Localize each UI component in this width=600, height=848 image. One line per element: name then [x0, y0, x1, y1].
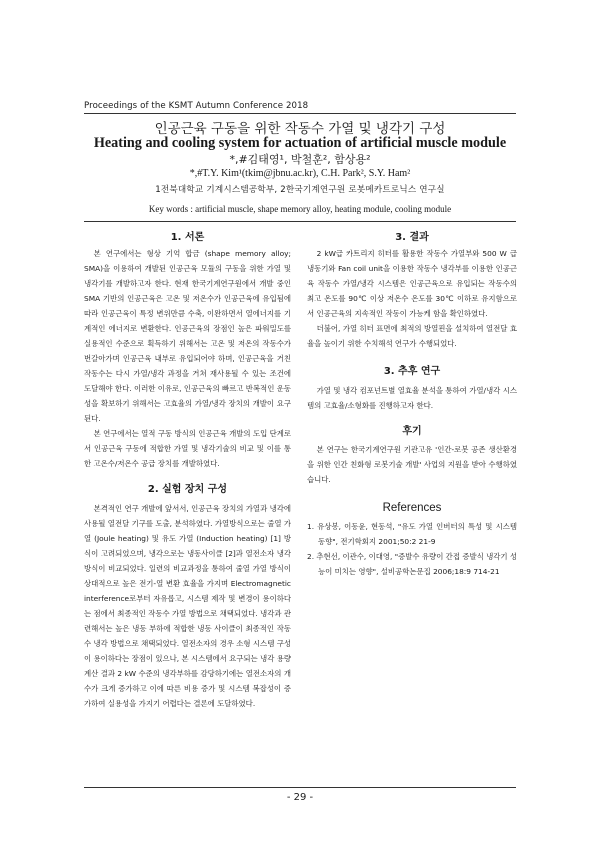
authors-korean: *,#김태영¹, 박철훈², 함상용² — [229, 153, 371, 166]
left-column — [84, 226, 291, 711]
intro-paragraph-1: 본 연구에서는 형상 기억 합금 (shape memory alloy; SMA)을 이용하여 개발된 인공근육 모듈의 구동을 위한 가열 및 냉각기를 개발하고자 한다. 현재 한국기계연구원에서 개발 중인 SMA 기반의 인공근육은 고온 및 저온수가 인공근육에 유입됨에 따라 인공근육이 특정 변위만큼 수축, 이완하면서 열에너지를 기계적인 에너지로 변환한다. 인공근육의 장점인 높은 파워밀도를 실용적인 수준으로 획득하기 위해서는 고온 및 저온의 작동수가 번갈아가며 인공근육 내부로 유입되어야 하며, 인공근육을 거친 작동수는 다시 가열/냉각 과정을 거쳐 재사용될 수 있는 조건에 도달해야 한다. 이러한 이유로, 인공근육의 빠르고 반복적인 운동성을 확보하기 위해서는 고효율의 가열/냉각 장치의 개발이 요구된다. — [84, 249, 291, 423]
header-rule — [84, 113, 516, 114]
section-heading-ack: 후기 — [402, 426, 422, 437]
reference-item-1: 1. 유상봉, 이동윤, 현동석, "유도 가열 인버터의 특성 및 시스템 동향", 전기학회지 2001;50:2 21-9 — [307, 522, 517, 546]
authors-english: *,#T.Y. Kim¹(tkim@jbnu.ac.kr), C.H. Park², S.Y. Ham² — [189, 168, 411, 179]
keywords-rule — [84, 221, 516, 222]
title-english: Heating and cooling system for actuation of artificial muscle module — [93, 135, 507, 151]
keywords: Key words : artificial muscle, shape memory alloy, heating module, cooling module — [148, 204, 452, 214]
intro-paragraph-2: 본 연구에서는 열적 구동 방식의 인공근육 개발의 도입 단계로서 인공근육 구동에 적합한 가열 및 냉각기술의 비교 및 이를 통한 고온수/저온수 공급 장치를 개발하였다. — [84, 429, 291, 468]
section-heading-results: 3. 결과 — [395, 232, 429, 243]
section-heading-future: 3. 추후 연구 — [383, 366, 441, 377]
experiment-paragraph-1: 본격적인 연구 개발에 앞서서, 인공근육 장치의 가열과 냉각에 사용될 열전달 기구를 도출, 분석하였다. 가열방식으로는 줄열 가열 (Joule heating) 및 유도 가열 (Induction heating) [1] 방식이 고려되었으며, 냉각으로는 냉동사이클 [2]과 열전소자 냉각 방식이 비교되었다. 일련의 비교과정을 통하여 줄열 가열 방식이 상대적으로 높은 전기-열 변환 효율을 가지며 Electromagnetic interference로부터 자유롭고, 시스템 제작 및 변경이 용이하다는 점에서 최종적인 작동수 가열 방법으로 채택되었다. 냉각과 관련해서는 높은 냉동 부하에 적합한 냉동 사이클이 최종적인 작동수 냉각 방법으로 채택되었다. 열전소자의 경우 소형 시스템 구성이 용이하다는 장점이 있으나, 본 시스템에서 요구되는 냉각 용량 계산 결과 2 kW 수준의 냉각부하를 감당하기에는 열전소자의 개수가 크게 증가하고 이에 따른 비용 증가 및 시스템 복잡성이 증가하여 실용성을 가지기 어렵다는 결론에 도달하였다. — [84, 504, 291, 708]
reference-item-2: 2. 추현선, 이관수, 이대영, "증발수 유량이 간접 증발식 냉각기 성능이 미치는 영향", 설비공학논문집 2006;18:9 714-21 — [307, 552, 517, 576]
section-heading-experiment: 2. 실험 장치 구성 — [147, 484, 228, 495]
results-paragraph-1: 2 kW급 카트리지 히터를 활용한 작동수 가열부와 500 W 급 냉동기와 Fan coil unit을 이용한 작동수 냉각부를 이용한 인공근육 작동수 가열/냉각 시스템은 인공근육으로 유입되는 작동수의 최고 온도를 90℃ 이상 저온수 온도를 30℃ 이하로 유지함으로서 인공근육의 지속적인 작동이 가능케 함을 확인하였다. — [307, 249, 517, 318]
references-heading: References — [382, 502, 442, 514]
future-paragraph-1: 가열 및 냉각 컴포넌트별 열효율 분석을 통하여 가열/냉각 시스템의 고효율/소형화를 진행하고자 한다. — [307, 386, 517, 410]
proceedings-header: Proceedings of the KSMT Autumn Conference 2018 — [84, 101, 309, 111]
right-column — [307, 226, 517, 579]
page-number: - 29 - — [286, 792, 314, 803]
section-heading-intro: 1. 서론 — [170, 232, 205, 243]
footer-rule — [84, 787, 516, 788]
affiliation: 1전북대학교 기계시스템공학부, 2한국기계연구원 로봇메카트로닉스 연구실 — [155, 185, 445, 195]
results-paragraph-2: 더불어, 가열 히터 표면에 최적의 방열핀을 설치하여 열전달 효율을 높이기 위한 수치해석 연구가 수행되었다. — [307, 324, 517, 348]
ack-paragraph-1: 본 연구는 한국기계연구원 기관고유 '인간-로봇 공존 생산환경을 위한 인간 친화형 로봇기술 개발' 사업의 지원을 받아 수행하였습니다. — [307, 445, 517, 484]
title-korean: 인공근육 구동을 위한 작동수 가열 및 냉각기 구성 — [154, 121, 446, 137]
